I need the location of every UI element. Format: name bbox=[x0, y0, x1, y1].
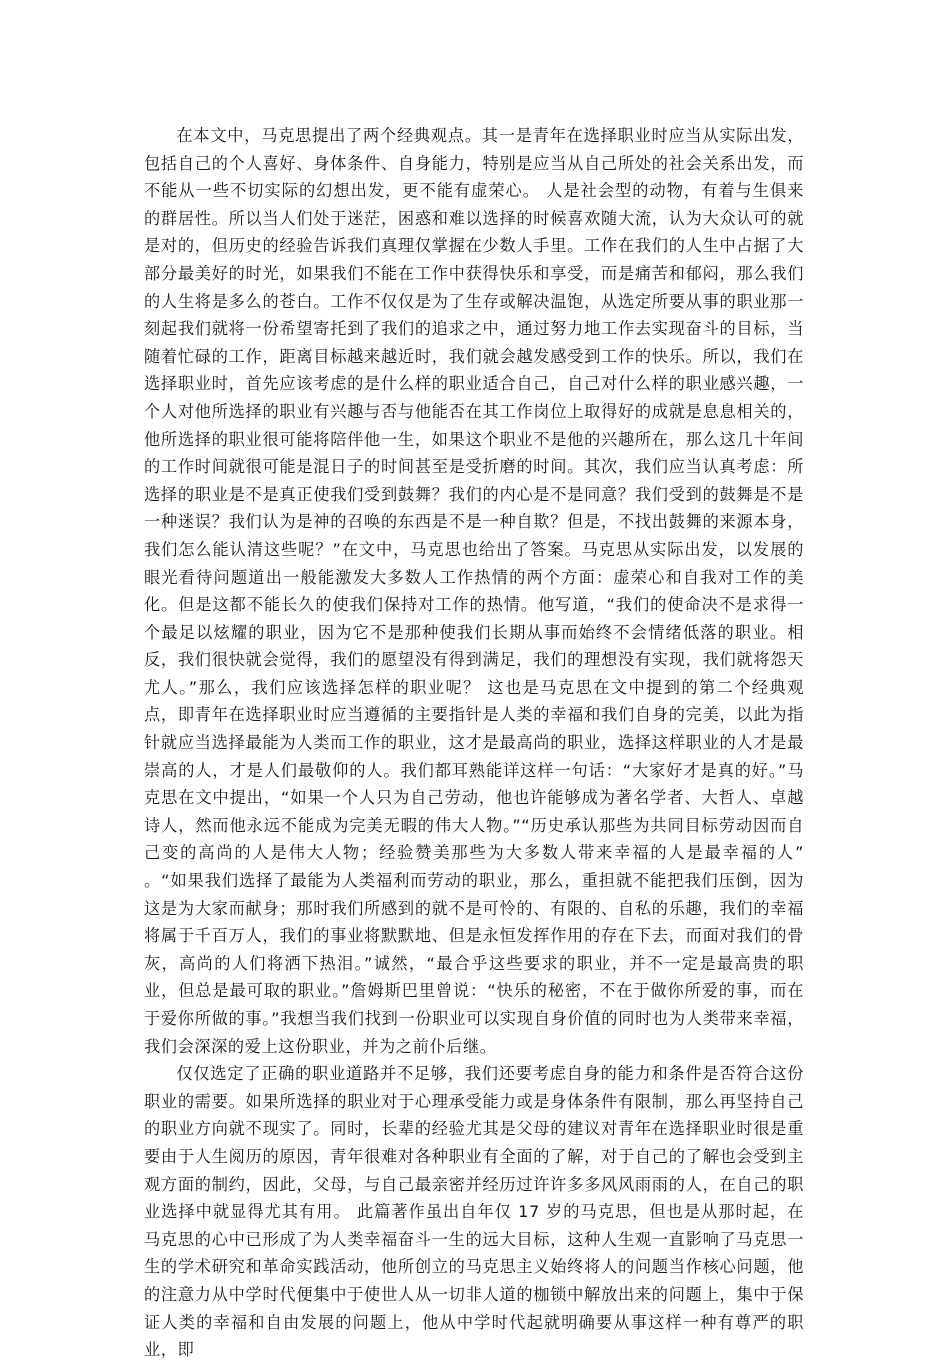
body-text bbox=[144, 122, 804, 1364]
paragraph-2: 仅仅选定了正确的职业道路并不足够，我们还要考虑自身的能力和条件是否符合这份职业的需要。如果所选择的职业对于心理承受能力或是身体条件有限制，那么再坚持自己的职业方向就不现实了。同时，长辈的经验尤其是父母的建议对青年在选择职业时很是重要由于人生阅历的原因，青年很难对各种职业有全面的了解，对于自己的了解也会受到主观方面的制约，因此，父母，与自己最亲密并经历过许许多多风风雨雨的人，在自己的职业选择中就显得尤其有用。 此篇著作虽出自年仅 17 岁的马克思，但也是从那时起，在马克思的心中已形成了为人类幸福奋斗一生的远大目标，这种人生观一直影响了马克思一生的学术研究和革命实践活动，他所创立的马克思主义始终将人的问题当作核心问题，他的注意力从中学时代便集中于使世人从一切非人道的枷锁中解放出来的问题上，集中于保证人类的幸福和自由发展的问题上，他从中学时代起就明确要从事这样一种有尊严的职业，即 bbox=[144, 1064, 804, 1360]
paragraph-1: 在本文中，马克思提出了两个经典观点。其一是青年在选择职业时应当从实际出发，包括自己的个人喜好、身体条件、自身能力，特别是应当从自己所处的社会关系出发，而不能从一些不切实际的幻想出发，更不能有虚荣心。 人是社会型的动物，有着与生俱来的群居性。所以当人们处于迷茫，困惑和难以选择的时候喜欢随大流，认为大众认可的就是对的，但历史的经验告诉我们真理仅掌握在少数人手里。工作在我们的人生中占据了大部分最美好的时光，如果我们不能在工作中获得快乐和享受，而是痛苦和郁闷，那么我们的人生将是多么的苍白。工作不仅仅是为了生存或解决温饱，从选定所要从事的职业那一刻起我们就将一份希望寄托到了我们的追求之中，通过努力地工作去实现奋斗的目标，当随着忙碌的工作，距离目标越来越近时，我们就会越发感受到工作的快乐。所以，我们在选择职业时，首先应该考虑的是什么样的职业适合自己，自己对什么样的职业感兴趣，一个人对他所选择的职业有兴趣与否与他能否在其工作岗位上取得好的成就是息息相关的，他所选择的职业很可能将陪伴他一生，如果这个职业不是他的兴趣所在，那么这几十年间的工作时间就很可能是混日子的时间甚至是受折磨的时间。其次，我们应当认真考虑：所选择的职业是不是真正使我们受到鼓舞？我们的内心是不是同意？我们受到的鼓舞是不是一种迷误？我们认为是神的召唤的东西是不是一种自欺？但是，不找出鼓舞的来源本身，我们怎么能认清这些呢？”在文中，马克思也给出了答案。马克思从实际出发，以发展的眼光看待问题道出一般能激发大多数人工作热情的两个方面：虚荣心和自我对工作的美化。但是这都不能长久的使我们保持对工作的热情。他写道，“我们的使命决不是求得一个最足以炫耀的职业，因为它不是那种使我们长期从事而始终不会情绪低落的职业。相反，我们很快就会觉得，我们的愿望没有得到满足，我们的理想没有实现，我们就将怨天尤人。”那么，我们应该选择怎样的职业呢？ 这也是马克思在文中提到的第二个经典观点，即青年在选择职业时应当遵循的主要指针是人类的幸福和我们自身的完美，以此为指针就应当选择最能为人类而工作的职业，这才是最高尚的职业，选择这样职业的人才是最崇高的人，才是人们最敬仰的人。我们都耳熟能详这样一句话：“大家好才是真的好。”马克思在文中提出，“如果一个人只为自己劳动，他也许能够成为著名学者、大哲人、卓越诗人，然而他永远不能成为完美无暇的伟大人物。”“历史承认那些为共同目标劳动因而自己变的高尚的人是伟大人物；经验赞美那些为大多数人带来幸福的人是最幸福的人” 。“如果我们选择了最能为人类福利而劳动的职业，那么，重担就不能把我们压倒，因为这是为大家而献身；那时我们所感到的就不是可怜的、有限的、自私的乐趣，我们的幸福将属于千百万人，我们的事业将默默地、但是永恒发挥作用的存在下去，而面对我们的骨灰，高尚的人们将洒下热泪。”诚然，“最合乎这些要求的职业，并不一定是最高贵的职业，但总是最可取的职业。”詹姆斯巴里曾说：“快乐的秘密，不在于做你所爱的事，而在于爱你所做的事。”我想当我们找到一份职业可以实现自身价值的同时也为人类带来幸福，我们会深深的爱上这份职业，并为之前仆后继。 bbox=[144, 126, 804, 1056]
